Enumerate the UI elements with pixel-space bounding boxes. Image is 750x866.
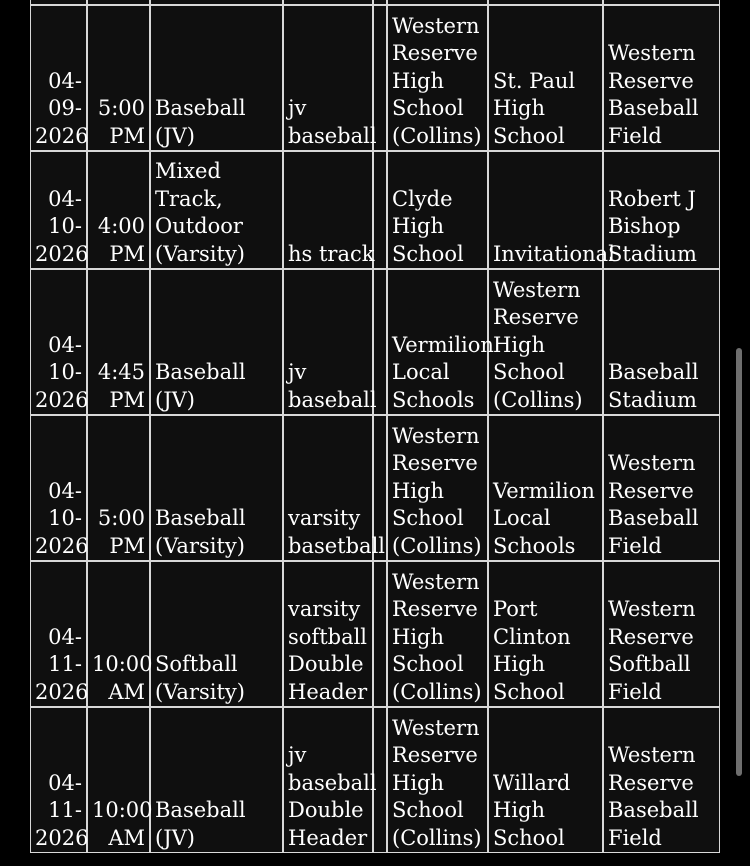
location-text: Western [608, 41, 696, 66]
location-text: Reserve [608, 478, 694, 503]
time-cell [87, 151, 150, 269]
team-text: jv [288, 743, 307, 768]
home-text: Western [392, 423, 480, 448]
location-text: Field [608, 825, 662, 850]
location-cell [603, 5, 720, 151]
home-text: School [392, 241, 464, 266]
home-cell [387, 415, 488, 561]
opponent-text: Clinton [493, 624, 571, 649]
date-text: 04- [48, 478, 82, 503]
location-text: Western [608, 743, 696, 768]
team-text: Double [288, 798, 364, 823]
date-cell [30, 707, 87, 853]
location-text: Stadium [608, 387, 697, 412]
home-text: Reserve [392, 743, 478, 768]
date-text: 2026 [35, 123, 89, 148]
date-cell [30, 415, 87, 561]
opponent-text: Reserve [493, 305, 579, 330]
home-cell [387, 707, 488, 853]
sport-text: (JV) [155, 825, 195, 850]
time-text: AM [108, 679, 145, 704]
location-text: Baseball [608, 798, 699, 823]
table-row [30, 5, 720, 151]
home-text: Reserve [392, 597, 478, 622]
sport-cell [150, 151, 283, 269]
time-cell [87, 269, 150, 415]
home-text: High [392, 68, 444, 93]
team-text: jv [288, 360, 307, 385]
home-text: High [392, 214, 444, 239]
date-text: 2026 [35, 825, 89, 850]
location-text: Baseball [608, 506, 699, 531]
sport-text: (JV) [155, 387, 195, 412]
opponent-text: Vermilion [493, 478, 595, 503]
opponent-text: (Collins) [493, 387, 583, 412]
time-text: PM [109, 387, 145, 412]
table-row [30, 151, 720, 269]
home-cell [387, 151, 488, 269]
opponent-cell [488, 707, 603, 853]
sport-cell [150, 415, 283, 561]
time-text: 5:00 [97, 96, 145, 121]
team-text: basetball [288, 533, 386, 558]
location-text: Reserve [608, 68, 694, 93]
team-cell [283, 269, 377, 415]
time-text: 10:00 [92, 798, 153, 823]
home-cell [387, 561, 488, 707]
time-text: 10:00 [92, 652, 153, 677]
sport-text: Track, [155, 186, 223, 211]
opponent-text: High [493, 798, 545, 823]
home-text: Reserve [392, 451, 478, 476]
opponent-text: High [493, 96, 545, 121]
team-cell [283, 151, 373, 269]
home-text: School [392, 96, 464, 121]
sport-text: Baseball [155, 96, 246, 121]
team-cell [283, 707, 377, 853]
date-text: 10- [48, 506, 82, 531]
location-text: Field [608, 679, 662, 704]
team-text: Double [288, 652, 364, 677]
date-cell [30, 561, 87, 707]
sport-cell [150, 5, 283, 151]
home-text: Western [392, 715, 480, 740]
time-cell [87, 415, 150, 561]
opponent-cell [488, 5, 603, 151]
team-text: baseball [288, 770, 377, 795]
home-text: High [392, 478, 444, 503]
location-cell [603, 561, 720, 707]
team-text: varsity [288, 506, 361, 531]
date-text: 2026 [35, 387, 89, 412]
sport-text: (Varsity) [155, 241, 245, 266]
team-text: softball [288, 624, 368, 649]
sport-text: Mixed [155, 159, 221, 184]
sport-text: (Varsity) [155, 679, 245, 704]
home-text: Schools [392, 387, 475, 412]
sport-text: Softball [155, 652, 238, 677]
home-text: Western [392, 569, 480, 594]
sport-text: Baseball [155, 798, 246, 823]
date-text: 11- [48, 652, 82, 677]
date-text: 04- [48, 624, 82, 649]
team-text: baseball [288, 387, 377, 412]
sport-text: (Varsity) [155, 533, 245, 558]
opponent-cell [488, 561, 603, 707]
home-text: Reserve [392, 41, 478, 66]
location-cell [603, 415, 720, 561]
opponent-text: Local [493, 506, 551, 531]
date-text: 2026 [35, 533, 89, 558]
schedule-grid [30, 0, 720, 853]
opponent-text: High [493, 652, 545, 677]
team-cell [283, 415, 386, 561]
sport-text: Baseball [155, 360, 246, 385]
opponent-text: High [493, 332, 545, 357]
date-cell [30, 151, 87, 269]
location-text: Robert J [608, 186, 696, 211]
team-cell [283, 5, 377, 151]
home-text: School [392, 506, 464, 531]
home-text: Local [392, 360, 450, 385]
home-text: Clyde [392, 186, 453, 211]
time-cell [87, 5, 150, 151]
time-text: PM [109, 241, 145, 266]
opponent-cell [488, 151, 615, 269]
home-text: (Collins) [392, 679, 482, 704]
table-row [30, 707, 720, 853]
date-text: 04- [48, 332, 82, 357]
table-row [30, 561, 720, 707]
home-text: School [392, 798, 464, 823]
opponent-text: School [493, 360, 565, 385]
home-text: (Collins) [392, 825, 482, 850]
opponent-text: Port [493, 597, 538, 622]
time-cell [87, 561, 153, 707]
date-cell [30, 5, 87, 151]
location-text: Bishop [608, 214, 681, 239]
home-text: Vermilion [392, 332, 494, 357]
opponent-text: Willard [493, 770, 571, 795]
sport-text: (JV) [155, 123, 195, 148]
team-cell [283, 561, 373, 707]
team-text: varsity [288, 597, 361, 622]
home-text: High [392, 770, 444, 795]
sport-cell [150, 269, 283, 415]
home-text: (Collins) [392, 533, 482, 558]
date-cell [30, 269, 87, 415]
location-text: Field [608, 533, 662, 558]
team-text: jv [288, 96, 307, 121]
date-text: 04- [48, 186, 82, 211]
home-cell [387, 5, 488, 151]
location-cell [603, 707, 720, 853]
time-text: AM [108, 825, 145, 850]
opponent-cell [488, 415, 603, 561]
date-text: 11- [48, 798, 82, 823]
time-text: 4:45 [97, 360, 145, 385]
date-text: 10- [48, 214, 82, 239]
spacer-cell [373, 151, 387, 269]
home-text: (Collins) [392, 123, 482, 148]
opponent-cell [488, 269, 603, 415]
opponent-text: St. Paul [493, 68, 576, 93]
team-text: Header [288, 679, 368, 704]
opponent-text: School [493, 825, 565, 850]
location-text: Reserve [608, 770, 694, 795]
location-text: Western [608, 597, 696, 622]
sport-text: Baseball [155, 506, 246, 531]
location-text: Baseball [608, 360, 699, 385]
opponent-text: Western [493, 277, 581, 302]
vertical-scrollbar[interactable] [736, 348, 742, 776]
time-cell [87, 707, 153, 853]
home-cell [387, 269, 494, 415]
home-text: High [392, 624, 444, 649]
spacer-cell [373, 561, 387, 707]
table-row [30, 269, 720, 415]
opponent-text: School [493, 123, 565, 148]
team-text: Header [288, 825, 368, 850]
date-text: 10- [48, 360, 82, 385]
team-text: hs track [288, 241, 375, 266]
location-cell [603, 151, 720, 269]
location-text: Field [608, 123, 662, 148]
sport-cell [150, 561, 283, 707]
time-text: PM [109, 123, 145, 148]
team-text: baseball [288, 123, 377, 148]
location-text: Softball [608, 652, 691, 677]
time-text: PM [109, 533, 145, 558]
location-text: Reserve [608, 624, 694, 649]
location-text: Baseball [608, 96, 699, 121]
sport-text: Outdoor [155, 214, 243, 239]
sport-cell [150, 707, 283, 853]
location-text: Stadium [608, 241, 697, 266]
home-text: Western [392, 13, 480, 38]
time-text: 5:00 [97, 506, 145, 531]
opponent-text: Invitational [493, 241, 615, 266]
date-text: 04- [48, 770, 82, 795]
opponent-text: School [493, 679, 565, 704]
time-text: 4:00 [97, 214, 145, 239]
date-text: 04- [48, 68, 82, 93]
table-row [30, 415, 720, 561]
location-text: Western [608, 451, 696, 476]
home-text: School [392, 652, 464, 677]
date-text: 2026 [35, 241, 89, 266]
schedule-table [30, 0, 720, 853]
opponent-text: Schools [493, 533, 576, 558]
date-text: 09- [48, 96, 82, 121]
location-cell [603, 269, 720, 415]
date-text: 2026 [35, 679, 89, 704]
